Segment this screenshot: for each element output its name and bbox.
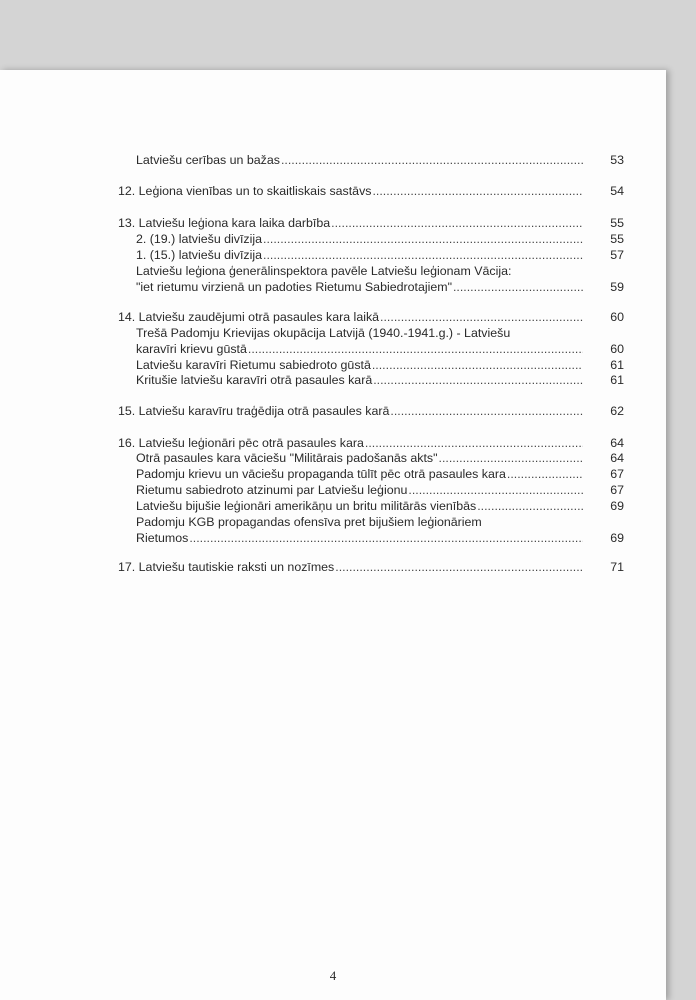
toc-entry — [118, 216, 584, 231]
toc-page-number: 67 — [610, 467, 624, 481]
toc-page-number: 61 — [610, 358, 624, 372]
toc-entry-text: 2. (19.) latviešu divīzija — [136, 232, 263, 246]
toc-page-number: 59 — [610, 280, 624, 294]
toc-entry-text: Padomju KGB propagandas ofensīva pret bijušiem leģionāriem — [136, 515, 482, 529]
toc-leader-dots — [507, 467, 583, 482]
toc-leader-dots — [331, 216, 583, 231]
toc-leader-dots — [248, 342, 583, 357]
toc-entry — [118, 436, 584, 451]
page-number-footer: 4 — [329, 968, 337, 983]
toc-page-number: 60 — [610, 310, 624, 324]
toc-entry — [136, 280, 584, 295]
toc-leader-dots — [365, 436, 583, 451]
document-page — [0, 70, 666, 1000]
toc-page-number: 64 — [610, 451, 624, 465]
toc-leader-dots — [263, 232, 583, 247]
toc-entry — [136, 232, 584, 247]
toc-entry — [136, 153, 584, 168]
toc-entry — [118, 184, 584, 199]
toc-entry — [136, 342, 584, 357]
toc-entry-text: 1. (15.) latviešu divīzija — [136, 248, 263, 262]
toc-leader-dots — [390, 404, 583, 419]
toc-entry-text: 15. Latviešu karavīru traģēdija otrā pasaules karā — [118, 404, 390, 418]
toc-entry-text: Latviešu karavīri Rietumu sabiedroto gūstā — [136, 358, 371, 372]
toc-leader-dots — [263, 248, 583, 263]
toc-entry — [136, 248, 584, 263]
toc-entry — [136, 499, 584, 514]
toc-entry-text: karavīri krievu gūstā — [136, 342, 247, 356]
toc-leader-dots — [477, 499, 583, 514]
toc-entry-text: Rietumos — [136, 531, 189, 545]
toc-leader-dots — [453, 280, 583, 295]
toc-page-number: 60 — [610, 342, 624, 356]
toc-entry-text: 14. Latviešu zaudējumi otrā pasaules kara laikā — [118, 310, 380, 324]
toc-leader-dots — [335, 560, 583, 575]
toc-leader-dots — [373, 373, 583, 388]
toc-entry-text: 12. Leģiona vienības un to skaitliskais sastāvs — [118, 184, 372, 198]
toc-page-number: 55 — [610, 216, 624, 230]
toc-leader-dots — [281, 153, 583, 168]
toc-leader-dots — [439, 451, 584, 466]
toc-entry — [118, 404, 584, 419]
toc-page-number: 55 — [610, 232, 624, 246]
toc-leader-dots — [372, 184, 583, 199]
toc-page-number: 67 — [610, 483, 624, 497]
toc-entry — [136, 451, 584, 466]
toc-entry — [136, 467, 584, 482]
toc-leader-dots — [189, 531, 583, 546]
toc-entry-text: Latviešu cerības un bažas — [136, 153, 280, 167]
toc-entry — [136, 373, 584, 388]
table-of-contents — [0, 70, 666, 1000]
toc-entry — [136, 326, 584, 341]
toc-entry — [118, 310, 584, 325]
toc-entry-text: 13. Latviešu leģiona kara laika darbība — [118, 216, 331, 230]
toc-entry — [118, 560, 584, 575]
toc-entry-text: Trešā Padomju Krievijas okupācija Latvijā (1940.-1941.g.) - Latviešu — [136, 326, 511, 340]
toc-entry-text: 17. Latviešu tautiskie raksti un nozīmes — [118, 560, 335, 574]
toc-entry — [136, 358, 584, 373]
toc-page-number: 64 — [610, 436, 624, 450]
toc-page-number: 69 — [610, 499, 624, 513]
toc-leader-dots — [380, 310, 583, 325]
toc-page-number: 54 — [610, 184, 624, 198]
toc-entry — [136, 264, 584, 279]
toc-leader-dots — [408, 483, 583, 498]
toc-entry-text: 16. Latviešu leģionāri pēc otrā pasaules kara — [118, 436, 364, 450]
toc-page-number: 53 — [610, 153, 624, 167]
toc-page-number: 69 — [610, 531, 624, 545]
toc-entry-text: Rietumu sabiedroto atzinumi par Latviešu leģionu — [136, 483, 408, 497]
toc-entry-text: Latviešu bijušie leģionāri amerikāņu un britu militārās vienībās — [136, 499, 477, 513]
toc-entry — [136, 515, 584, 530]
toc-page-number: 57 — [610, 248, 624, 262]
toc-entry — [136, 483, 584, 498]
toc-entry-text: "iet rietumu virzienā un padoties Rietumu Sabiedrotajiem" — [136, 280, 452, 294]
toc-entry-text: Padomju krievu un vāciešu propaganda tūlīt pēc otrā pasaules kara — [136, 467, 506, 481]
toc-entry-text: Kritušie latviešu karavīri otrā pasaules karā — [136, 373, 373, 387]
toc-page-number: 71 — [610, 560, 624, 574]
toc-page-number: 61 — [610, 373, 624, 387]
toc-page-number: 62 — [610, 404, 624, 418]
toc-leader-dots — [372, 358, 583, 373]
toc-entry — [136, 531, 584, 546]
toc-entry-text: Otrā pasaules kara vāciešu "Militārais padošanās akts" — [136, 451, 438, 465]
toc-entry-text: Latviešu leģiona ģenerālinspektora pavēle Latviešu leģionam Vācija: — [136, 264, 512, 278]
